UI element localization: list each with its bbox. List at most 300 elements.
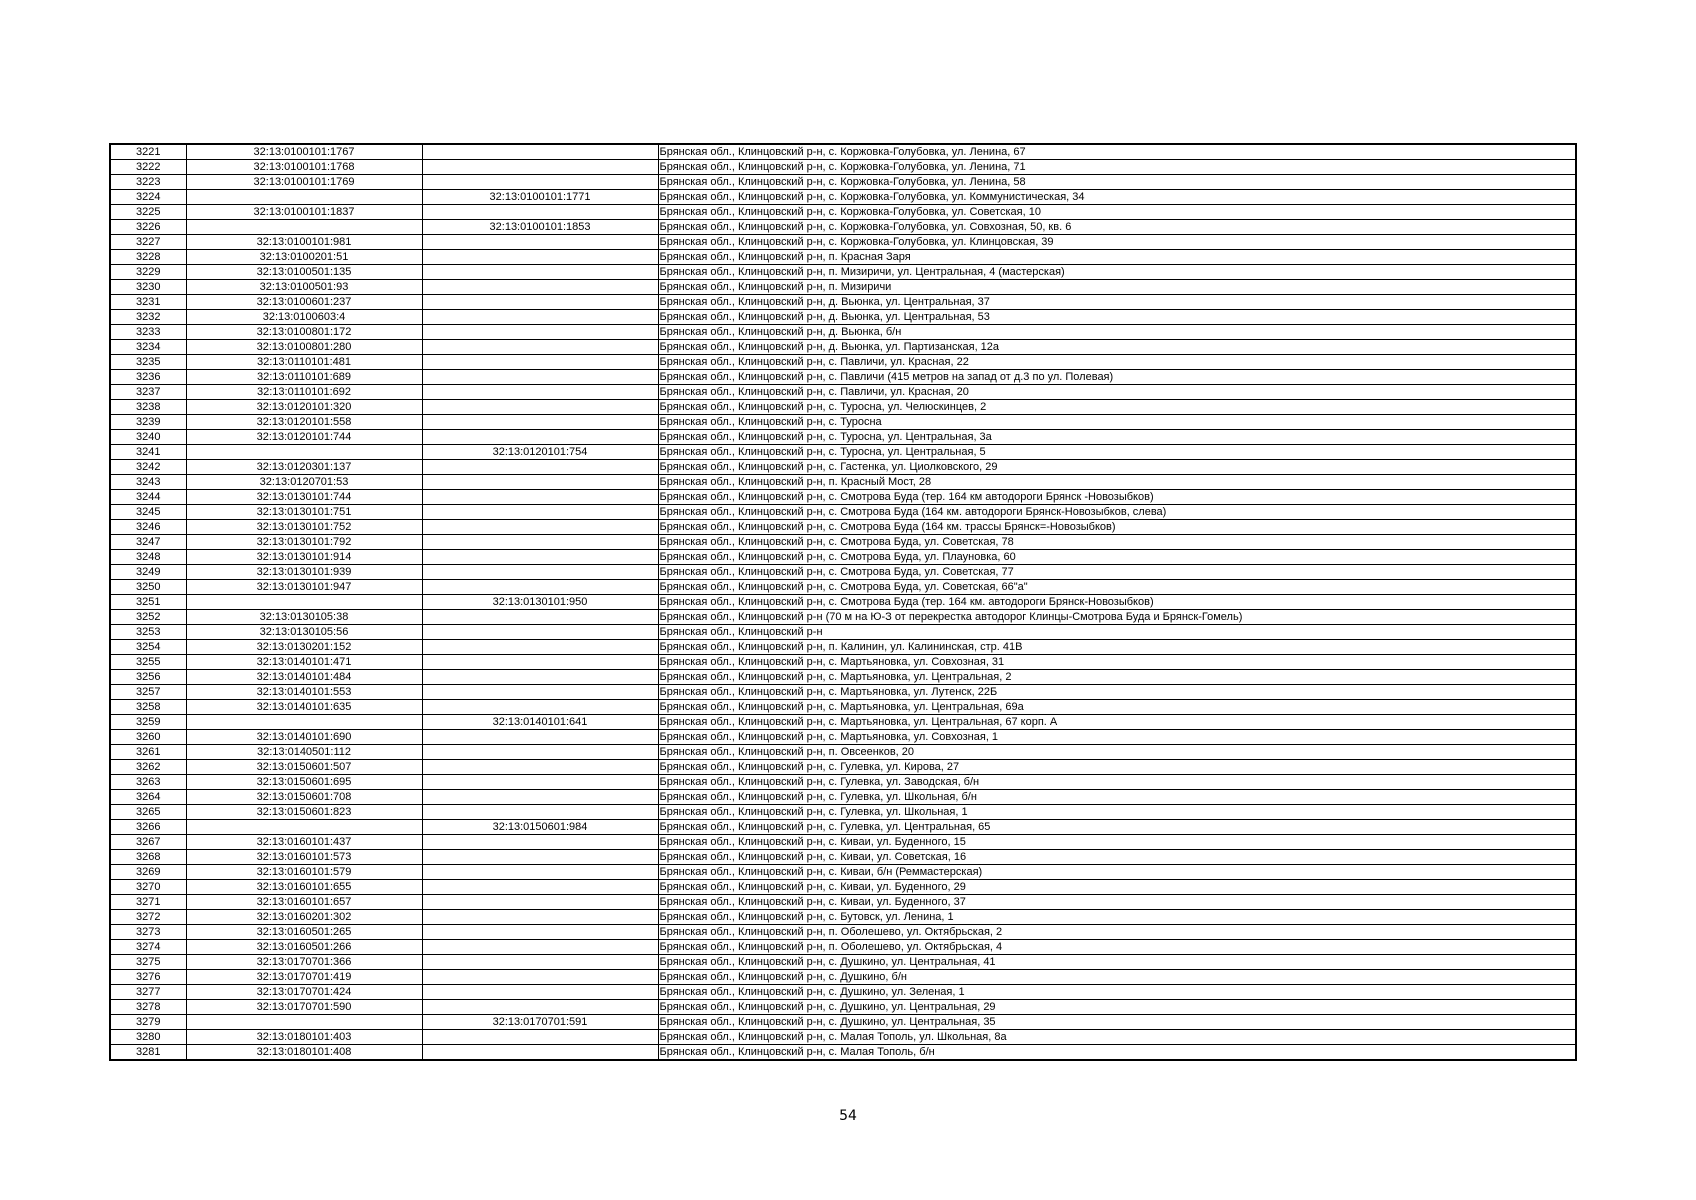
row-number-cell: 3244 — [110, 490, 186, 505]
table-row — [110, 730, 1576, 745]
cadastral-number-alt-cell — [422, 850, 658, 865]
address-cell: Брянская обл., Клинцовский р-н, с. Туросна, ул. Челюскинцев, 2 — [658, 400, 1576, 415]
row-number-cell: 3253 — [110, 625, 186, 640]
table-row — [110, 805, 1576, 820]
cadastral-number-cell: 32:13:0120301:137 — [186, 460, 422, 475]
cadastral-number-cell: 32:13:0160201:302 — [186, 910, 422, 925]
address-cell: Брянская обл., Клинцовский р-н, с. Смотрова Буда (тер. 164 км автодороги Брянск -Новозыбков) — [658, 490, 1576, 505]
row-number-cell: 3264 — [110, 790, 186, 805]
table-row — [110, 580, 1576, 595]
row-number-cell: 3261 — [110, 745, 186, 760]
address-cell: Брянская обл., Клинцовский р-н, с. Смотрова Буда (164 км. трассы Брянск=-Новозыбков) — [658, 520, 1576, 535]
cadastral-number-cell: 32:13:0130101:947 — [186, 580, 422, 595]
page-number: 54 — [839, 1108, 857, 1124]
cadastral-number-cell: 32:13:0140501:112 — [186, 745, 422, 760]
row-number-cell: 3259 — [110, 715, 186, 730]
address-cell: Брянская обл., Клинцовский р-н, п. Мизиричи — [658, 280, 1576, 295]
row-number-cell: 3267 — [110, 835, 186, 850]
address-cell: Брянская обл., Клинцовский р-н, с. Мартьяновка, ул. Лутенск, 22Б — [658, 685, 1576, 700]
table-row — [110, 850, 1576, 865]
row-number-cell: 3269 — [110, 865, 186, 880]
property-registry-table — [109, 143, 1577, 1061]
row-number-cell: 3274 — [110, 940, 186, 955]
address-cell: Брянская обл., Клинцовский р-н, с. Киваи, ул. Буденного, 29 — [658, 880, 1576, 895]
cadastral-number-cell — [186, 1015, 422, 1030]
cadastral-number-alt-cell — [422, 865, 658, 880]
address-cell: Брянская обл., Клинцовский р-н, с. Коржовка-Голубовка, ул. Советская, 10 — [658, 205, 1576, 220]
row-number-cell: 3260 — [110, 730, 186, 745]
row-number-cell: 3230 — [110, 280, 186, 295]
row-number-cell: 3228 — [110, 250, 186, 265]
cadastral-number-alt-cell — [422, 1045, 658, 1061]
address-cell: Брянская обл., Клинцовский р-н, с. Павличи, ул. Красная, 22 — [658, 355, 1576, 370]
cadastral-number-alt-cell: 32:13:0170701:591 — [422, 1015, 658, 1030]
cadastral-number-alt-cell — [422, 1000, 658, 1015]
row-number-cell: 3255 — [110, 655, 186, 670]
cadastral-number-cell: 32:13:0150601:507 — [186, 760, 422, 775]
cadastral-number-alt-cell — [422, 700, 658, 715]
cadastral-number-cell: 32:13:0100101:981 — [186, 235, 422, 250]
row-number-cell: 3273 — [110, 925, 186, 940]
row-number-cell: 3252 — [110, 610, 186, 625]
cadastral-number-cell: 32:13:0130105:38 — [186, 610, 422, 625]
address-cell: Брянская обл., Клинцовский р-н, с. Павличи, ул. Красная, 20 — [658, 385, 1576, 400]
table-row — [110, 1015, 1576, 1030]
cadastral-number-alt-cell — [422, 565, 658, 580]
cadastral-number-cell: 32:13:0110101:692 — [186, 385, 422, 400]
table-row — [110, 535, 1576, 550]
cadastral-number-alt-cell — [422, 970, 658, 985]
table-row — [110, 475, 1576, 490]
cadastral-number-alt-cell — [422, 415, 658, 430]
table-row — [110, 880, 1576, 895]
cadastral-number-cell: 32:13:0160101:579 — [186, 865, 422, 880]
row-number-cell: 3257 — [110, 685, 186, 700]
cadastral-number-alt-cell — [422, 790, 658, 805]
cadastral-number-cell: 32:13:0120101:320 — [186, 400, 422, 415]
row-number-cell: 3258 — [110, 700, 186, 715]
address-cell: Брянская обл., Клинцовский р-н, с. Душкино, ул. Зеленая, 1 — [658, 985, 1576, 1000]
cadastral-number-alt-cell — [422, 940, 658, 955]
row-number-cell: 3226 — [110, 220, 186, 235]
address-cell: Брянская обл., Клинцовский р-н, с. Смотрова Буда, ул. Советская, 77 — [658, 565, 1576, 580]
table-row — [110, 715, 1576, 730]
cadastral-number-cell: 32:13:0160101:573 — [186, 850, 422, 865]
table-row — [110, 220, 1576, 235]
cadastral-number-cell: 32:13:0100201:51 — [186, 250, 422, 265]
address-cell: Брянская обл., Клинцовский р-н, с. Смотрова Буда, ул. Плауновка, 60 — [658, 550, 1576, 565]
address-cell: Брянская обл., Клинцовский р-н, с. Гулевка, ул. Центральная, 65 — [658, 820, 1576, 835]
address-cell: Брянская обл., Клинцовский р-н, п. Калинин, ул. Калининская, стр. 41В — [658, 640, 1576, 655]
table-row — [110, 550, 1576, 565]
address-cell: Брянская обл., Клинцовский р-н, с. Коржовка-Голубовка, ул. Коммунистическая, 34 — [658, 190, 1576, 205]
table-row — [110, 940, 1576, 955]
cadastral-number-cell: 32:13:0130101:752 — [186, 520, 422, 535]
table-row — [110, 160, 1576, 175]
address-cell: Брянская обл., Клинцовский р-н, с. Мартьяновка, ул. Центральная, 67 корп. А — [658, 715, 1576, 730]
table-row — [110, 520, 1576, 535]
cadastral-number-alt-cell — [422, 685, 658, 700]
address-cell: Брянская обл., Клинцовский р-н, д. Вьюнка, ул. Центральная, 37 — [658, 295, 1576, 310]
cadastral-number-cell: 32:13:0140101:690 — [186, 730, 422, 745]
cadastral-number-alt-cell — [422, 805, 658, 820]
row-number-cell: 3234 — [110, 340, 186, 355]
address-cell: Брянская обл., Клинцовский р-н, с. Мартьяновка, ул. Центральная, 2 — [658, 670, 1576, 685]
cadastral-number-alt-cell — [422, 910, 658, 925]
row-number-cell: 3277 — [110, 985, 186, 1000]
cadastral-number-alt-cell — [422, 880, 658, 895]
address-cell: Брянская обл., Клинцовский р-н, с. Душкино, б/н — [658, 970, 1576, 985]
cadastral-number-cell: 32:13:0100101:1767 — [186, 144, 422, 160]
cadastral-number-cell: 32:13:0130101:744 — [186, 490, 422, 505]
cadastral-number-cell: 32:13:0150601:708 — [186, 790, 422, 805]
address-cell: Брянская обл., Клинцовский р-н, с. Гулевка, ул. Кирова, 27 — [658, 760, 1576, 775]
row-number-cell: 3221 — [110, 144, 186, 160]
address-cell: Брянская обл., Клинцовский р-н, с. Мартьяновка, ул. Совхозная, 31 — [658, 655, 1576, 670]
row-number-cell: 3233 — [110, 325, 186, 340]
cadastral-number-cell: 32:13:0100603:4 — [186, 310, 422, 325]
cadastral-number-cell: 32:13:0110101:481 — [186, 355, 422, 370]
table-row — [110, 640, 1576, 655]
cadastral-number-alt-cell — [422, 265, 658, 280]
cadastral-number-cell: 32:13:0100801:172 — [186, 325, 422, 340]
cadastral-number-alt-cell — [422, 550, 658, 565]
cadastral-number-alt-cell — [422, 460, 658, 475]
table-row — [110, 175, 1576, 190]
table-row — [110, 295, 1576, 310]
cadastral-number-alt-cell — [422, 250, 658, 265]
cadastral-number-cell — [186, 190, 422, 205]
address-cell: Брянская обл., Клинцовский р-н, с. Смотрова Буда, ул. Советская, 66"а" — [658, 580, 1576, 595]
table-row — [110, 895, 1576, 910]
row-number-cell: 3256 — [110, 670, 186, 685]
cadastral-number-alt-cell: 32:13:0100101:1771 — [422, 190, 658, 205]
row-number-cell: 3248 — [110, 550, 186, 565]
address-cell: Брянская обл., Клинцовский р-н, д. Вьюнка, б/н — [658, 325, 1576, 340]
table-row — [110, 400, 1576, 415]
cadastral-number-cell — [186, 220, 422, 235]
address-cell: Брянская обл., Клинцовский р-н, с. Коржовка-Голубовка, ул. Ленина, 67 — [658, 144, 1576, 160]
table-row — [110, 265, 1576, 280]
table-row — [110, 970, 1576, 985]
address-cell: Брянская обл., Клинцовский р-н, с. Туросна, ул. Центральная, 3а — [658, 430, 1576, 445]
table-row — [110, 370, 1576, 385]
row-number-cell: 3229 — [110, 265, 186, 280]
cadastral-number-cell: 32:13:0150601:695 — [186, 775, 422, 790]
cadastral-number-alt-cell — [422, 1030, 658, 1045]
table-row — [110, 144, 1576, 160]
cadastral-number-alt-cell — [422, 235, 658, 250]
table-row — [110, 610, 1576, 625]
address-cell: Брянская обл., Клинцовский р-н, с. Гулевка, ул. Заводская, б/н — [658, 775, 1576, 790]
row-number-cell: 3278 — [110, 1000, 186, 1015]
row-number-cell: 3272 — [110, 910, 186, 925]
table-row — [110, 505, 1576, 520]
cadastral-number-cell: 32:13:0130101:792 — [186, 535, 422, 550]
cadastral-number-cell: 32:13:0170701:590 — [186, 1000, 422, 1015]
address-cell: Брянская обл., Клинцовский р-н, п. Оболешево, ул. Октябрьская, 4 — [658, 940, 1576, 955]
cadastral-number-alt-cell: 32:13:0120101:754 — [422, 445, 658, 460]
cadastral-number-cell: 32:13:0170701:424 — [186, 985, 422, 1000]
table-row — [110, 685, 1576, 700]
row-number-cell: 3266 — [110, 820, 186, 835]
address-cell: Брянская обл., Клинцовский р-н, с. Бутовск, ул. Ленина, 1 — [658, 910, 1576, 925]
table-row — [110, 235, 1576, 250]
address-cell: Брянская обл., Клинцовский р-н — [658, 625, 1576, 640]
cadastral-number-cell: 32:13:0100501:93 — [186, 280, 422, 295]
table-row — [110, 565, 1576, 580]
row-number-cell: 3240 — [110, 430, 186, 445]
table-row — [110, 595, 1576, 610]
address-cell: Брянская обл., Клинцовский р-н, с. Туросна, ул. Центральная, 5 — [658, 445, 1576, 460]
cadastral-number-alt-cell — [422, 430, 658, 445]
table-row — [110, 1000, 1576, 1015]
table-row — [110, 325, 1576, 340]
cadastral-number-alt-cell — [422, 985, 658, 1000]
address-cell: Брянская обл., Клинцовский р-н, с. Коржовка-Голубовка, ул. Клинцовская, 39 — [658, 235, 1576, 250]
cadastral-number-alt-cell — [422, 280, 658, 295]
cadastral-number-alt-cell — [422, 370, 658, 385]
table-row — [110, 460, 1576, 475]
cadastral-number-cell: 32:13:0140101:471 — [186, 655, 422, 670]
address-cell: Брянская обл., Клинцовский р-н, с. Киваи, ул. Буденного, 15 — [658, 835, 1576, 850]
row-number-cell: 3247 — [110, 535, 186, 550]
cadastral-number-alt-cell — [422, 355, 658, 370]
address-cell: Брянская обл., Клинцовский р-н, д. Вьюнка, ул. Центральная, 53 — [658, 310, 1576, 325]
table-row — [110, 790, 1576, 805]
cadastral-number-alt-cell — [422, 640, 658, 655]
row-number-cell: 3222 — [110, 160, 186, 175]
table-row — [110, 910, 1576, 925]
cadastral-number-alt-cell — [422, 670, 658, 685]
cadastral-number-alt-cell — [422, 625, 658, 640]
address-cell: Брянская обл., Клинцовский р-н, д. Вьюнка, ул. Партизанская, 12а — [658, 340, 1576, 355]
cadastral-number-alt-cell: 32:13:0130101:950 — [422, 595, 658, 610]
address-cell: Брянская обл., Клинцовский р-н, п. Мизиричи, ул. Центральная, 4 (мастерская) — [658, 265, 1576, 280]
cadastral-number-cell: 32:13:0160101:655 — [186, 880, 422, 895]
address-cell: Брянская обл., Клинцовский р-н, с. Душкино, ул. Центральная, 35 — [658, 1015, 1576, 1030]
table-row — [110, 775, 1576, 790]
address-cell: Брянская обл., Клинцовский р-н, с. Малая Тополь, б/н — [658, 1045, 1576, 1061]
row-number-cell: 3227 — [110, 235, 186, 250]
cadastral-number-cell: 32:13:0160101:437 — [186, 835, 422, 850]
cadastral-number-alt-cell — [422, 295, 658, 310]
table-row — [110, 925, 1576, 940]
address-cell: Брянская обл., Клинцовский р-н, с. Смотрова Буда (тер. 164 км. автодороги Брянск-Новозыбков) — [658, 595, 1576, 610]
cadastral-number-alt-cell — [422, 175, 658, 190]
cadastral-number-cell: 32:13:0160501:266 — [186, 940, 422, 955]
cadastral-number-alt-cell — [422, 400, 658, 415]
cadastral-number-cell: 32:13:0120101:558 — [186, 415, 422, 430]
row-number-cell: 3243 — [110, 475, 186, 490]
cadastral-number-cell: 32:13:0180101:403 — [186, 1030, 422, 1045]
cadastral-number-cell: 32:13:0130201:152 — [186, 640, 422, 655]
table-row — [110, 985, 1576, 1000]
cadastral-number-cell: 32:13:0140101:553 — [186, 685, 422, 700]
row-number-cell: 3237 — [110, 385, 186, 400]
cadastral-number-cell: 32:13:0140101:635 — [186, 700, 422, 715]
cadastral-number-alt-cell — [422, 490, 658, 505]
cadastral-number-cell: 32:13:0100801:280 — [186, 340, 422, 355]
cadastral-number-alt-cell — [422, 325, 658, 340]
row-number-cell: 3268 — [110, 850, 186, 865]
row-number-cell: 3281 — [110, 1045, 186, 1061]
cadastral-number-alt-cell — [422, 535, 658, 550]
address-cell: Брянская обл., Клинцовский р-н, с. Гастенка, ул. Циолковского, 29 — [658, 460, 1576, 475]
table-row — [110, 310, 1576, 325]
table-row — [110, 820, 1576, 835]
cadastral-number-cell: 32:13:0170701:366 — [186, 955, 422, 970]
cadastral-number-alt-cell: 32:13:0150601:984 — [422, 820, 658, 835]
table-row — [110, 385, 1576, 400]
table-row — [110, 1030, 1576, 1045]
row-number-cell: 3238 — [110, 400, 186, 415]
row-number-cell: 3245 — [110, 505, 186, 520]
cadastral-number-cell: 32:13:0110101:689 — [186, 370, 422, 385]
table-row — [110, 745, 1576, 760]
cadastral-number-cell: 32:13:0100501:135 — [186, 265, 422, 280]
cadastral-number-alt-cell — [422, 385, 658, 400]
registry-body — [110, 144, 1576, 1060]
cadastral-number-alt-cell — [422, 160, 658, 175]
cadastral-number-cell: 32:13:0120701:53 — [186, 475, 422, 490]
table-row — [110, 340, 1576, 355]
address-cell: Брянская обл., Клинцовский р-н, с. Павличи (415 метров на запад от д.3 по ул. Полевая) — [658, 370, 1576, 385]
row-number-cell: 3251 — [110, 595, 186, 610]
address-cell: Брянская обл., Клинцовский р-н, с. Коржовка-Голубовка, ул. Совхозная, 50, кв. 6 — [658, 220, 1576, 235]
row-number-cell: 3223 — [110, 175, 186, 190]
cadastral-number-alt-cell — [422, 745, 658, 760]
address-cell: Брянская обл., Клинцовский р-н, с. Туросна — [658, 415, 1576, 430]
table-row — [110, 700, 1576, 715]
cadastral-number-cell: 32:13:0170701:419 — [186, 970, 422, 985]
address-cell: Брянская обл., Клинцовский р-н, п. Овсеенков, 20 — [658, 745, 1576, 760]
cadastral-number-alt-cell — [422, 520, 658, 535]
table-row — [110, 355, 1576, 370]
cadastral-number-cell: 32:13:0130101:914 — [186, 550, 422, 565]
cadastral-number-cell — [186, 820, 422, 835]
cadastral-number-alt-cell — [422, 895, 658, 910]
address-cell: Брянская обл., Клинцовский р-н, п. Оболешево, ул. Октябрьская, 2 — [658, 925, 1576, 940]
cadastral-number-alt-cell — [422, 925, 658, 940]
address-cell: Брянская обл., Клинцовский р-н, с. Киваи, ул. Советская, 16 — [658, 850, 1576, 865]
address-cell: Брянская обл., Клинцовский р-н, с. Киваи, ул. Буденного, 37 — [658, 895, 1576, 910]
table-row — [110, 445, 1576, 460]
table-row — [110, 205, 1576, 220]
cadastral-number-cell: 32:13:0130105:56 — [186, 625, 422, 640]
address-cell: Брянская обл., Клинцовский р-н, с. Гулевка, ул. Школьная, б/н — [658, 790, 1576, 805]
row-number-cell: 3265 — [110, 805, 186, 820]
cadastral-number-alt-cell — [422, 775, 658, 790]
cadastral-number-cell: 32:13:0160501:265 — [186, 925, 422, 940]
cadastral-number-cell: 32:13:0180101:408 — [186, 1045, 422, 1061]
cadastral-number-alt-cell — [422, 310, 658, 325]
row-number-cell: 3262 — [110, 760, 186, 775]
table-row — [110, 190, 1576, 205]
table-row — [110, 625, 1576, 640]
table-row — [110, 760, 1576, 775]
cadastral-number-alt-cell — [422, 760, 658, 775]
row-number-cell: 3275 — [110, 955, 186, 970]
address-cell: Брянская обл., Клинцовский р-н, с. Мартьяновка, ул. Центральная, 69а — [658, 700, 1576, 715]
table-row — [110, 280, 1576, 295]
table-row — [110, 490, 1576, 505]
cadastral-number-cell — [186, 595, 422, 610]
address-cell: Брянская обл., Клинцовский р-н, с. Гулевка, ул. Школьная, 1 — [658, 805, 1576, 820]
table-row — [110, 250, 1576, 265]
row-number-cell: 3254 — [110, 640, 186, 655]
cadastral-number-alt-cell — [422, 475, 658, 490]
cadastral-number-alt-cell — [422, 505, 658, 520]
cadastral-number-alt-cell: 32:13:0100101:1853 — [422, 220, 658, 235]
cadastral-number-cell: 32:13:0120101:744 — [186, 430, 422, 445]
cadastral-number-cell: 32:13:0140101:484 — [186, 670, 422, 685]
cadastral-number-cell: 32:13:0130101:939 — [186, 565, 422, 580]
table-row — [110, 865, 1576, 880]
cadastral-number-cell — [186, 445, 422, 460]
row-number-cell: 3225 — [110, 205, 186, 220]
row-number-cell: 3242 — [110, 460, 186, 475]
address-cell: Брянская обл., Клинцовский р-н, с. Малая Тополь, ул. Школьная, 8а — [658, 1030, 1576, 1045]
cadastral-number-cell: 32:13:0100101:1769 — [186, 175, 422, 190]
address-cell: Брянская обл., Клинцовский р-н, с. Коржовка-Голубовка, ул. Ленина, 71 — [658, 160, 1576, 175]
address-cell: Брянская обл., Клинцовский р-н, с. Мартьяновка, ул. Совхозная, 1 — [658, 730, 1576, 745]
table-row — [110, 670, 1576, 685]
address-cell: Брянская обл., Клинцовский р-н, с. Киваи, б/н (Реммастерская) — [658, 865, 1576, 880]
row-number-cell: 3270 — [110, 880, 186, 895]
cadastral-number-alt-cell — [422, 340, 658, 355]
row-number-cell: 3246 — [110, 520, 186, 535]
row-number-cell: 3241 — [110, 445, 186, 460]
address-cell: Брянская обл., Клинцовский р-н, с. Смотрова Буда (164 км. автодороги Брянск-Новозыбков, слева) — [658, 505, 1576, 520]
address-cell: Брянская обл., Клинцовский р-н, с. Смотрова Буда, ул. Советская, 78 — [658, 535, 1576, 550]
row-number-cell: 3279 — [110, 1015, 186, 1030]
address-cell: Брянская обл., Клинцовский р-н, п. Красная Заря — [658, 250, 1576, 265]
address-cell: Брянская обл., Клинцовский р-н, с. Душкино, ул. Центральная, 29 — [658, 1000, 1576, 1015]
cadastral-number-alt-cell — [422, 655, 658, 670]
cadastral-number-alt-cell — [422, 955, 658, 970]
row-number-cell: 3235 — [110, 355, 186, 370]
row-number-cell: 3276 — [110, 970, 186, 985]
cadastral-number-cell — [186, 715, 422, 730]
row-number-cell: 3224 — [110, 190, 186, 205]
row-number-cell: 3263 — [110, 775, 186, 790]
cadastral-number-cell: 32:13:0100101:1837 — [186, 205, 422, 220]
cadastral-number-alt-cell: 32:13:0140101:641 — [422, 715, 658, 730]
row-number-cell: 3231 — [110, 295, 186, 310]
table-row — [110, 655, 1576, 670]
address-cell: Брянская обл., Клинцовский р-н, с. Коржовка-Голубовка, ул. Ленина, 58 — [658, 175, 1576, 190]
row-number-cell: 3232 — [110, 310, 186, 325]
row-number-cell: 3250 — [110, 580, 186, 595]
address-cell: Брянская обл., Клинцовский р-н (70 м на Ю-З от перекрестка автодорог Клинцы-Смотрова Буда и Брянск-Гомель) — [658, 610, 1576, 625]
address-cell: Брянская обл., Клинцовский р-н, с. Душкино, ул. Центральная, 41 — [658, 955, 1576, 970]
cadastral-number-alt-cell — [422, 835, 658, 850]
cadastral-number-alt-cell — [422, 144, 658, 160]
cadastral-number-cell: 32:13:0100101:1768 — [186, 160, 422, 175]
cadastral-number-alt-cell — [422, 730, 658, 745]
cadastral-number-cell: 32:13:0160101:657 — [186, 895, 422, 910]
row-number-cell: 3271 — [110, 895, 186, 910]
row-number-cell: 3236 — [110, 370, 186, 385]
row-number-cell: 3249 — [110, 565, 186, 580]
cadastral-number-alt-cell — [422, 580, 658, 595]
table-row — [110, 415, 1576, 430]
table-row — [110, 835, 1576, 850]
address-cell: Брянская обл., Клинцовский р-н, п. Красный Мост, 28 — [658, 475, 1576, 490]
row-number-cell: 3239 — [110, 415, 186, 430]
cadastral-number-cell: 32:13:0100601:237 — [186, 295, 422, 310]
